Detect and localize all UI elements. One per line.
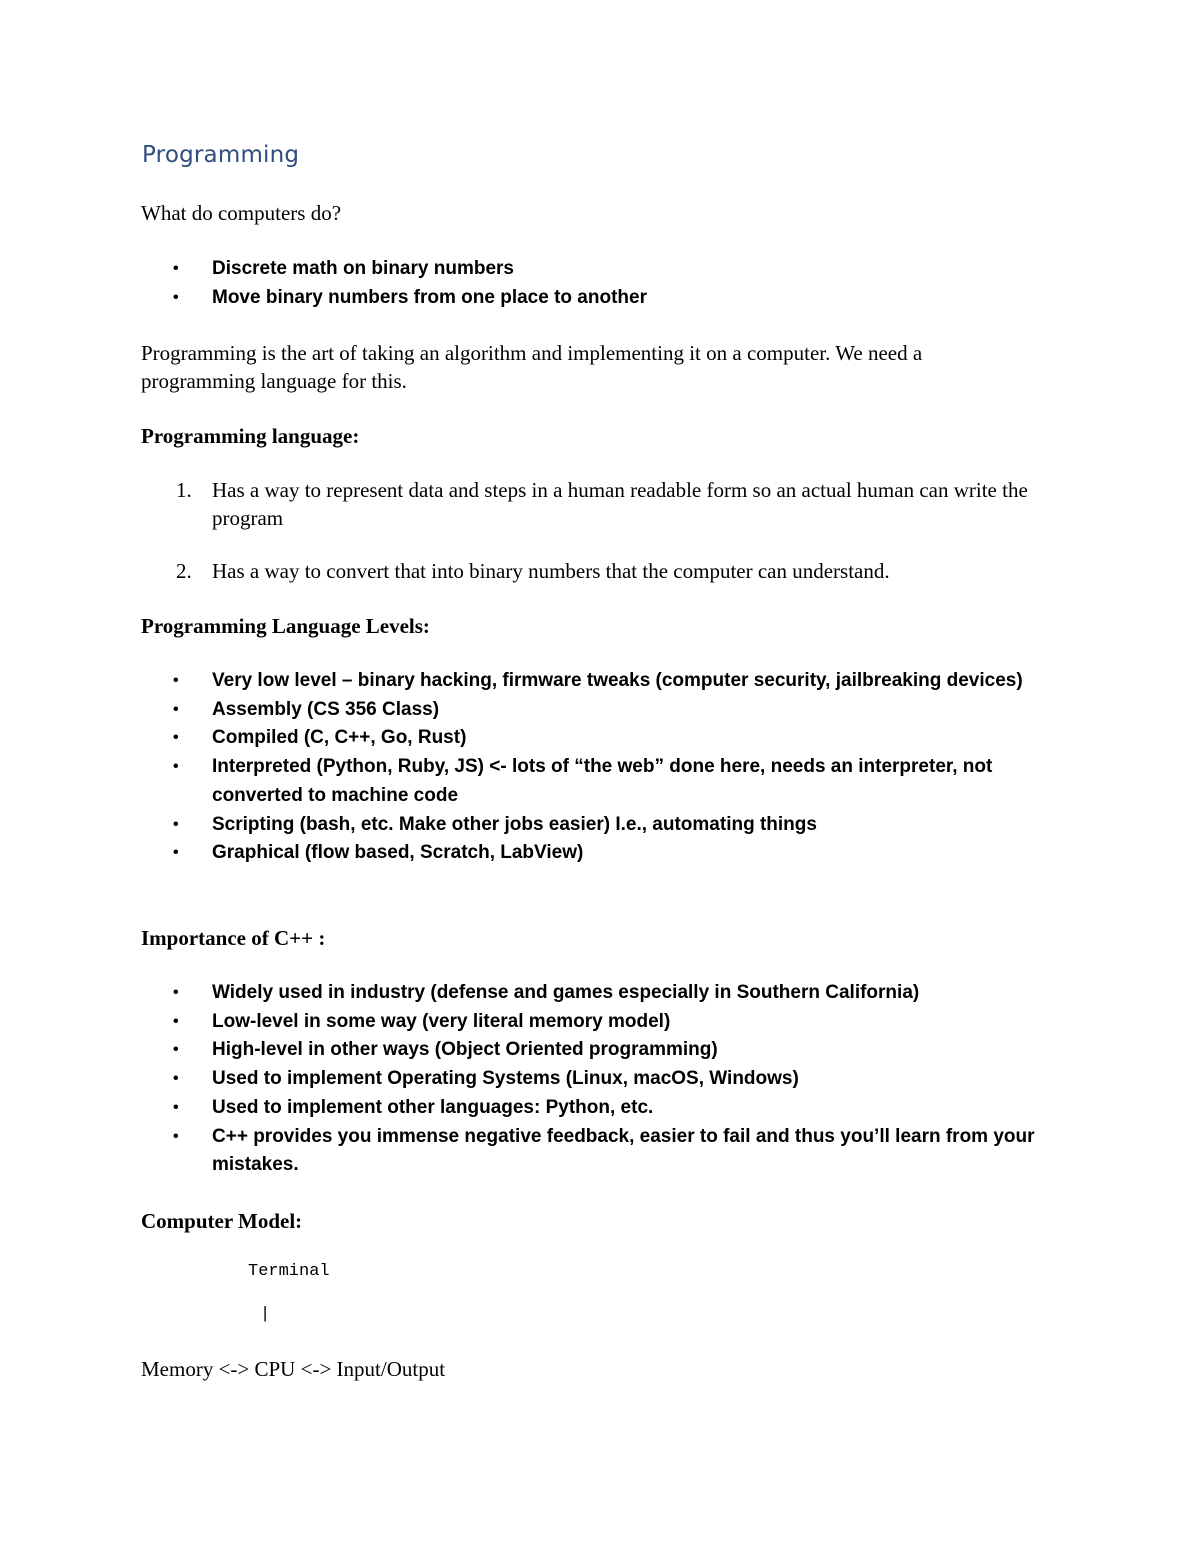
heading-programming-language: Programming language: [141,424,360,448]
list-item: • Low-level in some way (very literal memory model) [173,1008,1053,1037]
page-title: Programming [142,142,300,168]
numbered-list-language [173,476,1053,532]
bullet-icon: • [173,844,179,862]
bullet-icon: • [173,729,179,747]
list-item: • C++ provides you immense negative feedback, easier to fail and thus you’ll learn from your mistakes. [173,1123,1053,1180]
list-item: • Discrete math on binary numbers [173,255,1053,284]
connector-line: | [260,1305,271,1324]
computer-model-diagram: Memory <-> CPU <-> Input/Output [141,1357,446,1381]
list-item: • Used to implement Operating Systems (Linux, macOS, Windows) [173,1065,1053,1094]
list-item: • Interpreted (Python, Ruby, JS) <- lots of “the web” done here, needs an interpreter, not converted to machine code [173,753,1053,810]
intro-bullet-list [173,255,1053,312]
list-item: • Graphical (flow based, Scratch, LabView) [173,839,1053,868]
levels-bullet-list [173,667,1053,868]
list-item: • Assembly (CS 356 Class) [173,696,1053,725]
bullet-icon: • [173,984,179,1001]
list-item: • Used to implement other languages: Python, etc. [173,1094,1053,1123]
bullet-icon: • [173,1098,179,1116]
intro-paragraph: Programming is the art of taking an algorithm and implementing it on a computer. We need a programming language for this. [141,341,923,393]
heading-importance-cpp: Importance of C++ : [141,926,326,950]
list-item: 1. Has a way to represent data and steps in a human readable form so an actual human can write the program [176,478,1028,530]
bullet-icon: • [173,1070,179,1088]
cpp-bullet-list [173,979,1053,1180]
list-item: • Scripting (bash, etc. Make other jobs easier) I.e., automating things [173,811,1053,840]
list-item: • Very low level – binary hacking, firmware tweaks (computer security, jailbreaking devices) [173,667,1053,696]
intro-question: What do computers do? [141,201,342,225]
bullet-icon: • [173,1012,179,1030]
bullet-icon: • [173,815,179,833]
bullet-icon: • [173,288,179,306]
bullet-icon: • [173,758,179,776]
bullet-icon: • [173,672,179,689]
list-item: • High-level in other ways (Object Oriented programming) [173,1036,1053,1065]
list-item: 2. Has a way to convert that into binary numbers that the computer can understand. [176,559,890,583]
numbered-list-language-2 [173,557,1053,585]
heading-computer-model: Computer Model: [141,1209,303,1233]
list-item: • Move binary numbers from one place to another [173,284,1053,313]
list-item: • Compiled (C, C++, Go, Rust) [173,724,1053,753]
bullet-icon: • [173,700,179,718]
bullet-icon: • [173,260,179,277]
terminal-label: Terminal [248,1262,330,1281]
bullet-icon: • [173,1127,179,1145]
heading-language-levels: Programming Language Levels: [141,614,430,638]
bullet-icon: • [173,1041,179,1059]
list-item: • Widely used in industry (defense and games especially in Southern California) [173,979,1053,1008]
